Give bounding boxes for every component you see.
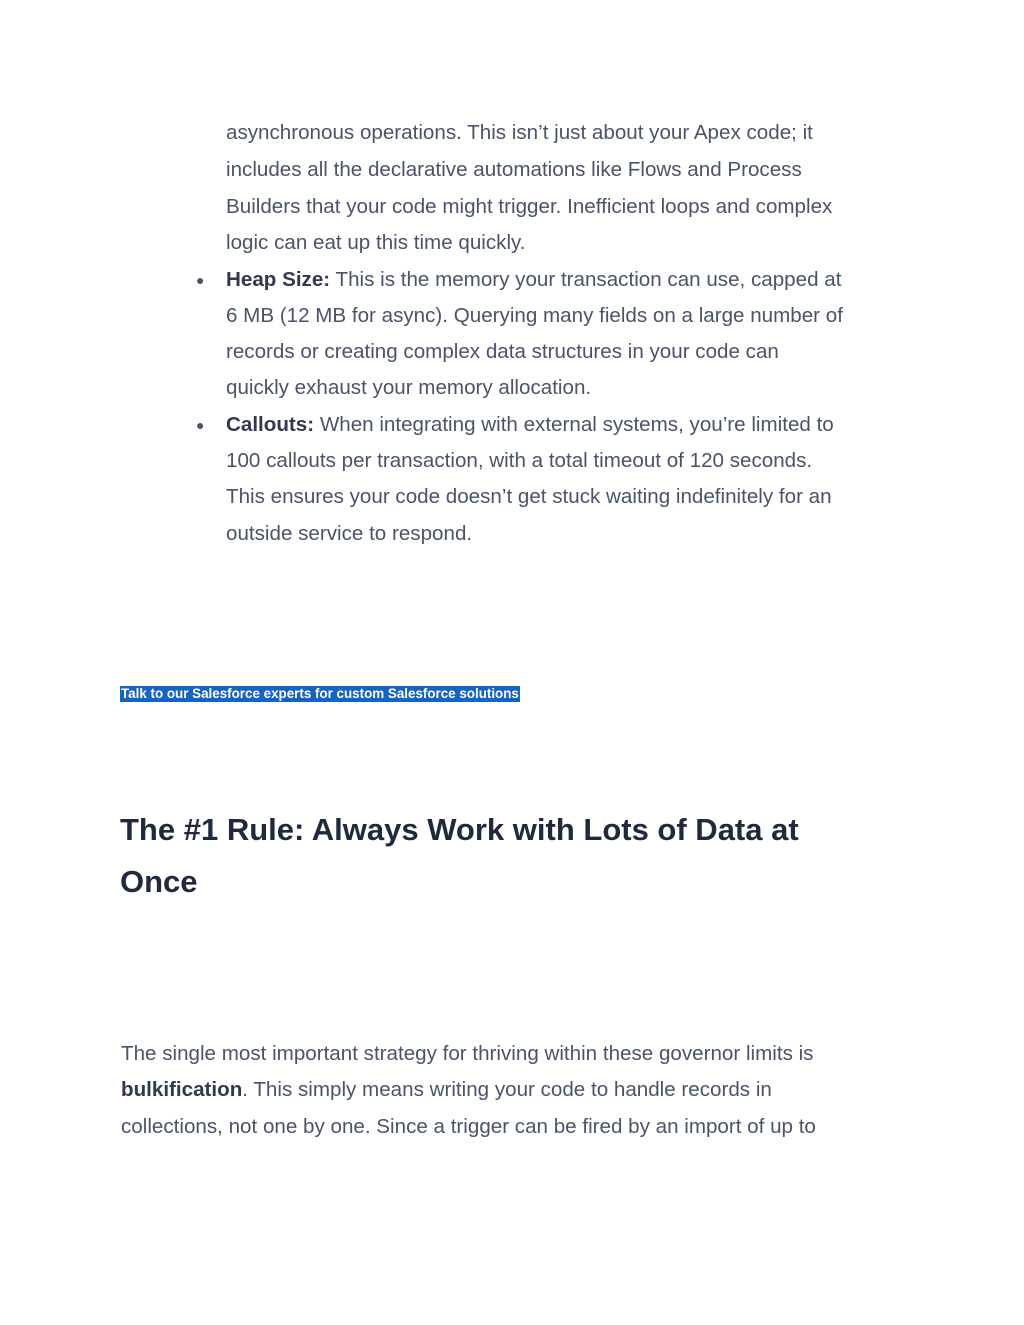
list-continuation-line-1: asynchronous operations. This isn’t just about your Apex code; it [226, 121, 813, 144]
list-continuation-line-4: logic can eat up this time quickly. [226, 231, 526, 254]
list-item-line: records or creating complex data structures in your code can [226, 340, 779, 363]
list-item-line: outside service to respond. [226, 522, 473, 545]
bullet-icon: ● [196, 417, 205, 433]
list-item-callouts [226, 413, 834, 437]
list-item-heap-size [226, 268, 841, 292]
list-item-text: When integrating with external systems, you’re limited to [314, 413, 834, 436]
list-item-line: 6 MB (12 MB for async). Querying many fields on a large number of [226, 304, 843, 327]
list-continuation-line-2: includes all the declarative automations like Flows and Process [226, 158, 802, 181]
list-item-line: quickly exhaust your memory allocation. [226, 376, 592, 399]
list-continuation-line-3: Builders that your code might trigger. Inefficient loops and complex [226, 195, 833, 218]
list-item-line: This ensures your code doesn’t get stuck waiting indefinitely for an [226, 485, 832, 508]
paragraph-line-3: collections, not one by one. Since a trigger can be fired by an import of up to [121, 1115, 816, 1138]
cta-link[interactable]: Talk to our Salesforce experts for custom Salesforce solutions [121, 686, 519, 701]
list-item-term: Heap Size: [226, 268, 331, 291]
list-item-term: Callouts: [226, 413, 315, 436]
bullet-icon: ● [196, 272, 205, 288]
list-item-line: 100 callouts per transaction, with a total timeout of 120 seconds. [226, 449, 813, 472]
list-item-text: This is the memory your transaction can use, capped at [330, 268, 842, 291]
section-heading-line-1: The #1 Rule: Always Work with Lots of Data at [120, 812, 799, 847]
section-heading-line-2: Once [120, 864, 198, 899]
paragraph-line-1: The single most important strategy for thriving within these governor limits is [121, 1042, 814, 1065]
paragraph-bold-term: bulkification [121, 1078, 243, 1101]
paragraph-line-2 [121, 1078, 772, 1102]
paragraph-text: . This simply means writing your code to handle records in [242, 1078, 772, 1101]
